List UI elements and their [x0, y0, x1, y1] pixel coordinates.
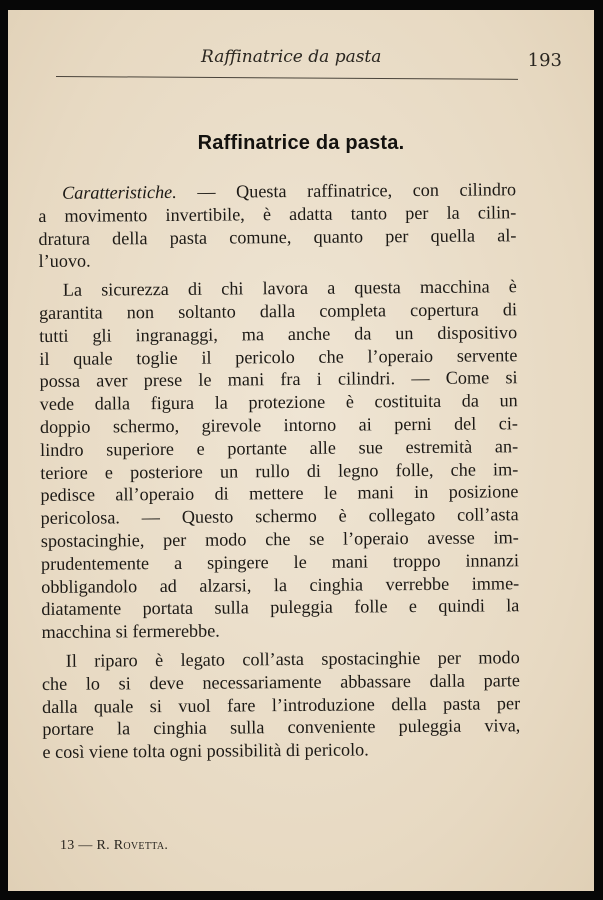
signature-number: 13	[60, 838, 75, 853]
text-line: Il riparo è legato coll’asta spostacinghie per modo	[65, 647, 520, 671]
text-line: dalla quale si vuol fare l’introduzione della pasta per	[42, 692, 521, 717]
text-line: teriore e posteriore un rullo di legno folle, che im-	[40, 458, 519, 483]
text-line: La sicurezza di chi lavora a questa macchina è	[62, 276, 517, 300]
section-title: Raffinatrice da pasta.	[197, 132, 405, 154]
text-line: dratura della pasta comune, quanto per quella al-	[38, 224, 517, 249]
text-line: il quale toglie il pericolo che l’operaio servente	[39, 344, 518, 369]
text-line: l’uovo.	[38, 250, 91, 272]
text-line: tutti gli ingranaggi, ma anche da un dispositivo	[39, 322, 518, 346]
text-line: garantita non soltanto dalla completa copertura di	[38, 299, 518, 323]
text-line: pericolosa. — Questo schermo è collegato coll’asta	[40, 504, 519, 529]
text-line: pedisce all’operaio di mettere le mani in posizione	[40, 481, 519, 506]
text-line: prudentemente a spingere le mani troppo innanzi	[40, 549, 520, 574]
text-line: spostacinghie, per modo che se l’operaio avesse im-	[40, 527, 519, 551]
page-number: 193	[527, 50, 562, 71]
running-header	[56, 47, 576, 77]
book-page	[8, 10, 594, 891]
signature-dash: —	[74, 838, 97, 853]
text-line: vede dalla figura la protezione è costituita da un	[39, 390, 518, 415]
text-line: macchina si fermerebbe.	[41, 620, 220, 643]
lead-heading: Caratteristiche.	[62, 181, 177, 203]
text-line: e così viene tolta ogni possibilità di pericolo.	[42, 739, 369, 763]
text-line: portare la cinghia sulla conveniente puleggia viva,	[42, 715, 521, 740]
signature-footer	[60, 838, 168, 854]
text-line: obbligandolo ad alzarsi, la cinghia verrebbe imme-	[41, 572, 520, 597]
text-line: a movimento invertibile, è adatta tanto per la cilin-	[38, 202, 517, 226]
text-line: doppio schermo, girevole intorno ai perni del ci-	[39, 413, 518, 437]
body-text	[38, 178, 521, 764]
running-title: Raffinatrice da pasta	[201, 47, 382, 67]
text-line: lindro superiore e portante alle sue estremità an-	[40, 436, 519, 460]
text-line: — Questa raffinatrice, con cilindro	[176, 179, 517, 202]
text-line: che lo si deve necessariamente abbassare dalla parte	[41, 669, 521, 694]
text-line: diatamente portata sulla puleggia folle e quindi la	[41, 595, 520, 620]
text-line: possa aver prese le mani fra i cilindri. — Come si	[39, 367, 518, 392]
signature-author: R. Rovetta.	[96, 838, 169, 853]
